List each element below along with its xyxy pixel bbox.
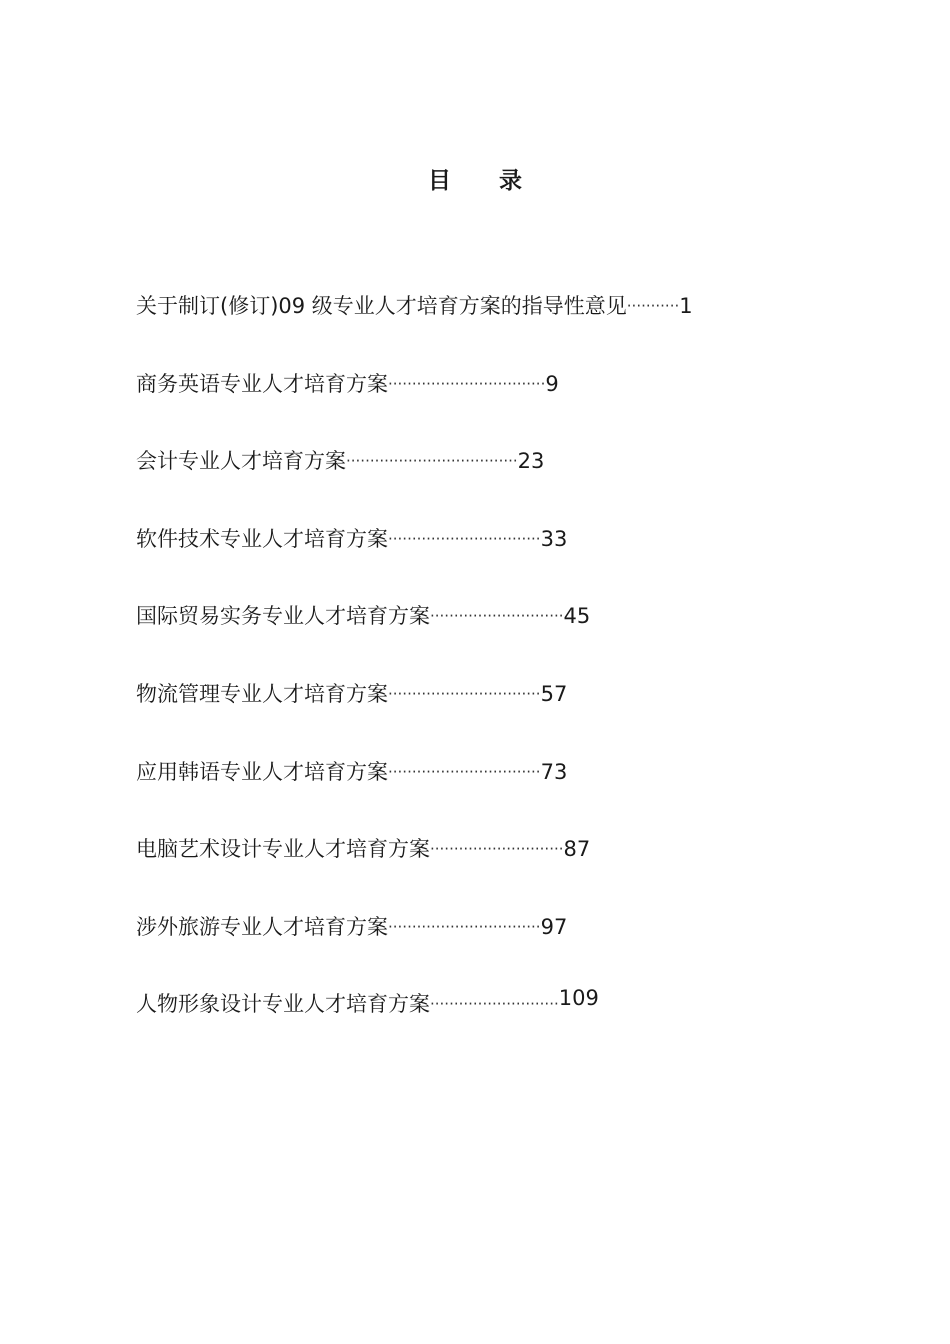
- toc-dot-leader: ································: [388, 529, 541, 548]
- toc-entry-label: 物流管理专业人才培育方案: [136, 681, 388, 706]
- toc-dot-leader: ································: [388, 684, 541, 703]
- toc-page-number: 97: [540, 914, 568, 939]
- toc-page-number: 73: [540, 759, 568, 784]
- toc-dot-leader: ································: [388, 762, 541, 781]
- toc-entry[interactable]: [136, 447, 776, 525]
- toc-dot-leader: ···························: [430, 995, 559, 1014]
- toc-dot-leader: ···········: [626, 297, 680, 315]
- toc-entry-label: 会计专业人才培育方案: [136, 449, 346, 474]
- toc-page-number: 33: [540, 526, 568, 551]
- toc-page-number: 57: [540, 681, 568, 706]
- toc-dot-leader: ····································: [346, 452, 518, 471]
- toc-page-number: 45: [563, 604, 591, 629]
- toc-entry[interactable]: [136, 292, 776, 370]
- toc-entry-label: 国际贸易实务专业人才培育方案: [136, 604, 430, 629]
- toc-entry-label: 人物形象设计专业人才培育方案: [136, 992, 430, 1017]
- toc-entry[interactable]: [136, 986, 776, 1068]
- table-of-contents: [136, 292, 776, 1068]
- toc-entry[interactable]: [136, 680, 776, 758]
- toc-entry[interactable]: [136, 370, 776, 448]
- toc-entry-label: 应用韩语专业人才培育方案: [136, 759, 388, 784]
- toc-dot-leader: ·································: [388, 374, 546, 393]
- toc-dot-leader: ····························: [430, 840, 564, 859]
- toc-entry[interactable]: [136, 913, 776, 991]
- toc-entry[interactable]: [136, 602, 776, 680]
- toc-entry-label: 关于制订(修订)09 级专业人才培育方案的指导性意见: [136, 294, 627, 318]
- toc-page-number: 109: [558, 986, 599, 1011]
- toc-entry-label: 商务英语专业人才培育方案: [136, 371, 388, 396]
- toc-entry-label: 软件技术专业人才培育方案: [136, 526, 388, 551]
- toc-entry[interactable]: [136, 835, 776, 913]
- toc-entry[interactable]: [136, 758, 776, 836]
- page-title: 目 录: [427, 168, 542, 194]
- toc-dot-leader: ····························: [430, 607, 564, 626]
- toc-page-number: 1: [679, 294, 693, 318]
- toc-entry-label: 涉外旅游专业人才培育方案: [136, 914, 388, 939]
- toc-entry-label: 电脑艺术设计专业人才培育方案: [136, 837, 430, 862]
- toc-dot-leader: ································: [388, 917, 541, 936]
- toc-page-number: 87: [563, 837, 591, 862]
- toc-page-number: 23: [517, 449, 545, 474]
- toc-page-number: 9: [545, 371, 559, 396]
- toc-entry[interactable]: [136, 525, 776, 603]
